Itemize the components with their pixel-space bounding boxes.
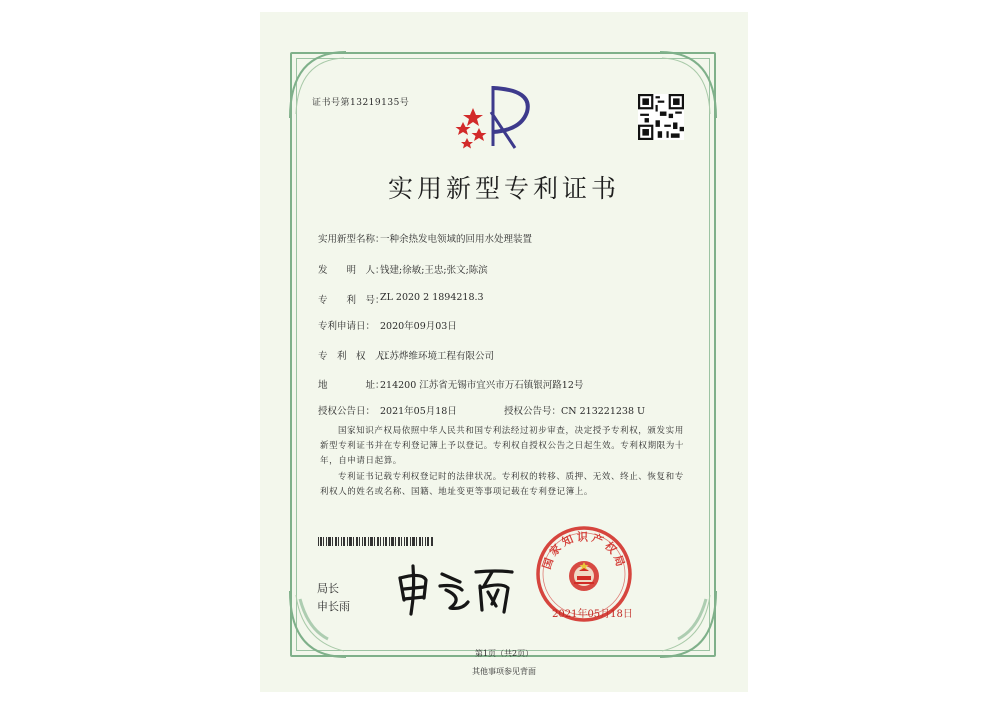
footer-note: 其他事项参见背面	[472, 667, 536, 676]
signatory-name: 申长雨	[317, 600, 350, 613]
field-label: 专 利 权 人：	[318, 351, 395, 362]
handwritten-signature	[392, 560, 520, 616]
certificate-page	[260, 12, 748, 692]
field-label: 授权公告日：	[318, 406, 376, 417]
field-label: 专 利 号：	[318, 295, 385, 306]
field-label: 专利申请日：	[318, 321, 376, 332]
field-address	[318, 377, 583, 391]
certificate-title: 实用新型专利证书	[387, 174, 620, 203]
field-label: 地 址：	[318, 380, 385, 391]
cnipa-logo-icon	[455, 82, 540, 152]
field-value: ZL 2020 2 1894218.3	[380, 292, 484, 303]
signatory-title: 局长	[317, 582, 339, 595]
barcode-icon	[318, 537, 433, 546]
field-value: 江苏烨维环境工程有限公司	[380, 351, 495, 362]
certificate-number: 证书号第13219135号	[312, 98, 410, 108]
field-value: 一种余热发电领域的回用水处理装置	[380, 234, 533, 245]
page-info: 第1页（共2页）	[474, 649, 534, 658]
grant-publication-number: 授权公告号：CN 213221238 U	[504, 406, 646, 417]
field-utility-model-name	[318, 231, 532, 245]
field-value: 2021年05月18日	[380, 406, 457, 417]
field-value: 2020年09月03日	[380, 321, 457, 332]
seal-text: 国家知识产权局	[540, 530, 628, 572]
field-inventors	[318, 262, 488, 276]
seal-date: 2021年05月18日	[552, 609, 633, 620]
grant-paragraph: 国家知识产权局依照中华人民共和国专利法经过初步审查，决定授予专利权，颁发实用新型专利证书并在专利登记簿上予以登记。专利权自授权公告之日起生效。专利权期限为十年，自申请日起算。	[320, 426, 685, 466]
qr-code-icon	[638, 94, 684, 140]
field-value: 214200 江苏省无锡市宜兴市万石镇银河路12号	[380, 380, 584, 391]
field-label: 实用新型名称：	[318, 234, 385, 245]
field-value: 钱建;徐敏;王忠;张文;陈滨	[380, 265, 488, 276]
corner-ornament-icon	[288, 50, 348, 120]
field-label: 发 明 人：	[318, 265, 385, 276]
field-application-date	[318, 318, 457, 332]
field-patentee	[318, 348, 494, 362]
field-grant-date	[318, 403, 645, 417]
status-paragraph: 专利证书记载专利权登记时的法律状况。专利权的转移、质押、无效、终止、恢复和专利权人的姓名或名称、国籍、地址变更等事项记载在专利登记簿上。	[320, 472, 684, 497]
field-patent-number	[318, 292, 484, 306]
